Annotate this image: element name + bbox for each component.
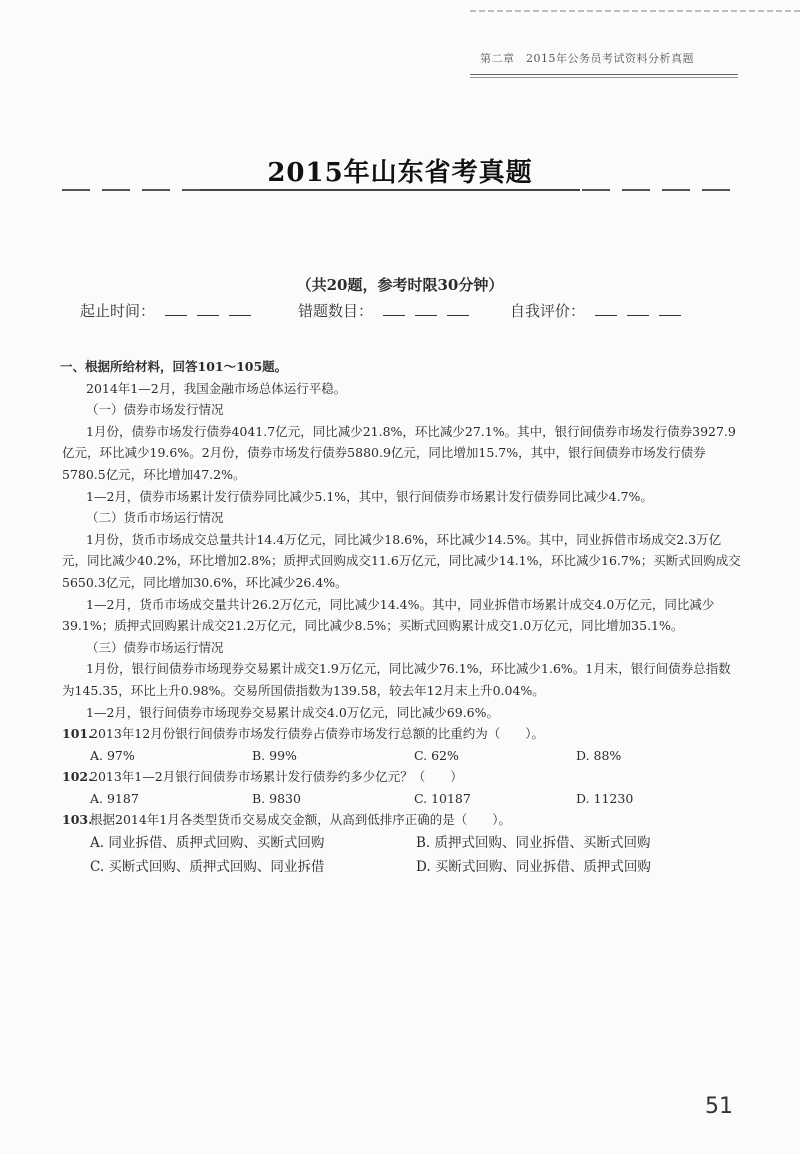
wrong-count <box>298 300 469 321</box>
paragraph: 2014年1—2月，我国金融市场总体运行平稳。 <box>86 380 347 396</box>
paragraph: 1—2月，银行间债券市场现券交易累计成交4.0万亿元，同比减少69.6%。 <box>86 704 499 720</box>
option-a[interactable]: A. 97% <box>90 747 135 763</box>
question-103 <box>62 809 742 831</box>
question-number: 103. <box>62 812 93 828</box>
blank-line <box>595 301 617 316</box>
top-edge-line <box>470 10 800 12</box>
paragraph: 1月份，银行间债券市场现券交易累计成交1.9万亿元，同比减少76.1%，环比减少1.6%。1月末，银行间债券总指数为145.35，环比上升0.98%。交易所国债指数为139.58，较去年12月末上升0.04%。 <box>62 661 731 698</box>
option-d[interactable]: D. 88% <box>576 747 622 763</box>
main-content <box>62 356 742 879</box>
option-c[interactable]: C. 买断式回购、质押式回购、同业拆借 <box>90 859 325 876</box>
question-103-options-row-1 <box>62 831 742 855</box>
option-d[interactable]: D. 11230 <box>576 790 634 806</box>
blank-line <box>659 301 681 316</box>
option-b[interactable]: B. 99% <box>252 747 297 763</box>
blank-line <box>165 301 187 316</box>
self-eval-label: 自我评价： <box>510 302 586 320</box>
question-103-options-row-2 <box>62 855 742 879</box>
blank-line <box>229 301 251 316</box>
option-a[interactable]: A. 9187 <box>90 790 139 806</box>
page-title: 2015年山东省考真题 <box>267 158 533 188</box>
question-text: 2013年12月份银行间债券市场发行债券占债券市场发行总额的比重约为（ ）。 <box>90 726 544 742</box>
paragraph: 1月份，货币市场成交总量共计14.4万亿元，同比减少18.6%，环比减少14.5%。其中，同业拆借市场成交2.3万亿元，同比减少40.2%，环比增加2.8%；质押式回购成交11.6万亿元，同比减少14.1%，环比减少16.7%；买断式回购成交5650.3亿元，同比增加30.6%，环比减少26.4%。 <box>62 531 741 590</box>
running-head-rule <box>470 74 738 75</box>
subsection-heading: （二）货币市场运行情况 <box>86 510 224 526</box>
wrong-count-label: 错题数目： <box>298 302 374 320</box>
blank-line <box>383 301 405 316</box>
title-solid-rule <box>200 189 580 191</box>
paragraph: 1—2月，货币市场成交量共计26.2万亿元，同比减少14.4%。其中，同业拆借市场累计成交4.0万亿元，同比减少39.1%；质押式回购累计成交21.2万亿元，同比减少8.5%；买断式回购累计成交1.0万亿元，同比增加35.1%。 <box>62 596 715 634</box>
subtitle: （共20题，参考时限30分钟） <box>296 276 504 294</box>
self-eval <box>510 300 681 321</box>
option-d[interactable]: D. 买断式回购、同业拆借、质押式回购 <box>416 859 651 876</box>
question-102 <box>62 766 742 788</box>
question-text: 2013年1—2月银行间债券市场累计发行债券约多少亿元？（ ） <box>90 769 463 785</box>
option-a[interactable]: A. 同业拆借、质押式回购、买断式回购 <box>90 835 325 852</box>
subsection-heading: （三）债券市场运行情况 <box>86 639 224 655</box>
running-head: 第二章 2015年公务员考试资料分析真题 <box>480 52 694 65</box>
question-number: 101. <box>62 726 93 742</box>
question-number: 102. <box>62 769 93 785</box>
paragraph: 1月份，债券市场发行债券4041.7亿元，同比减少21.8%，环比减少27.1%。其中，银行间债券市场发行债券3927.9亿元，环比减少19.6%。2月份，债券市场发行债券5880.9亿元，同比增加15.7%，其中，银行间债券市场发行债券5780.5亿元，环比增加47.2%。 <box>62 423 736 482</box>
start-time-label: 起止时间： <box>80 302 156 320</box>
option-c[interactable]: C. 10187 <box>414 790 471 806</box>
option-b[interactable]: B. 质押式回购、同业拆借、买断式回购 <box>416 835 651 852</box>
page-number: 51 <box>705 1094 733 1119</box>
blank-line <box>447 301 469 316</box>
question-101-options <box>62 745 742 767</box>
question-text: 根据2014年1月各类型货币交易成交金额，从高到低排序正确的是（ ）。 <box>90 812 512 828</box>
option-b[interactable]: B. 9830 <box>252 790 301 806</box>
blank-line <box>197 301 219 316</box>
blank-line <box>627 301 649 316</box>
question-102-options <box>62 788 742 810</box>
subsection-heading: （一）债券市场发行情况 <box>86 402 224 418</box>
running-head-rule-2 <box>470 77 738 78</box>
start-time <box>80 300 251 321</box>
blank-line <box>415 301 437 316</box>
question-101 <box>62 723 742 745</box>
option-c[interactable]: C. 62% <box>414 747 459 763</box>
section-heading: 一、根据所给材料，回答101～105题。 <box>60 359 288 374</box>
paragraph: 1—2月，债券市场累计发行债券同比减少5.1%，其中，银行间债券市场累计发行债券同比减少4.7%。 <box>86 488 653 504</box>
